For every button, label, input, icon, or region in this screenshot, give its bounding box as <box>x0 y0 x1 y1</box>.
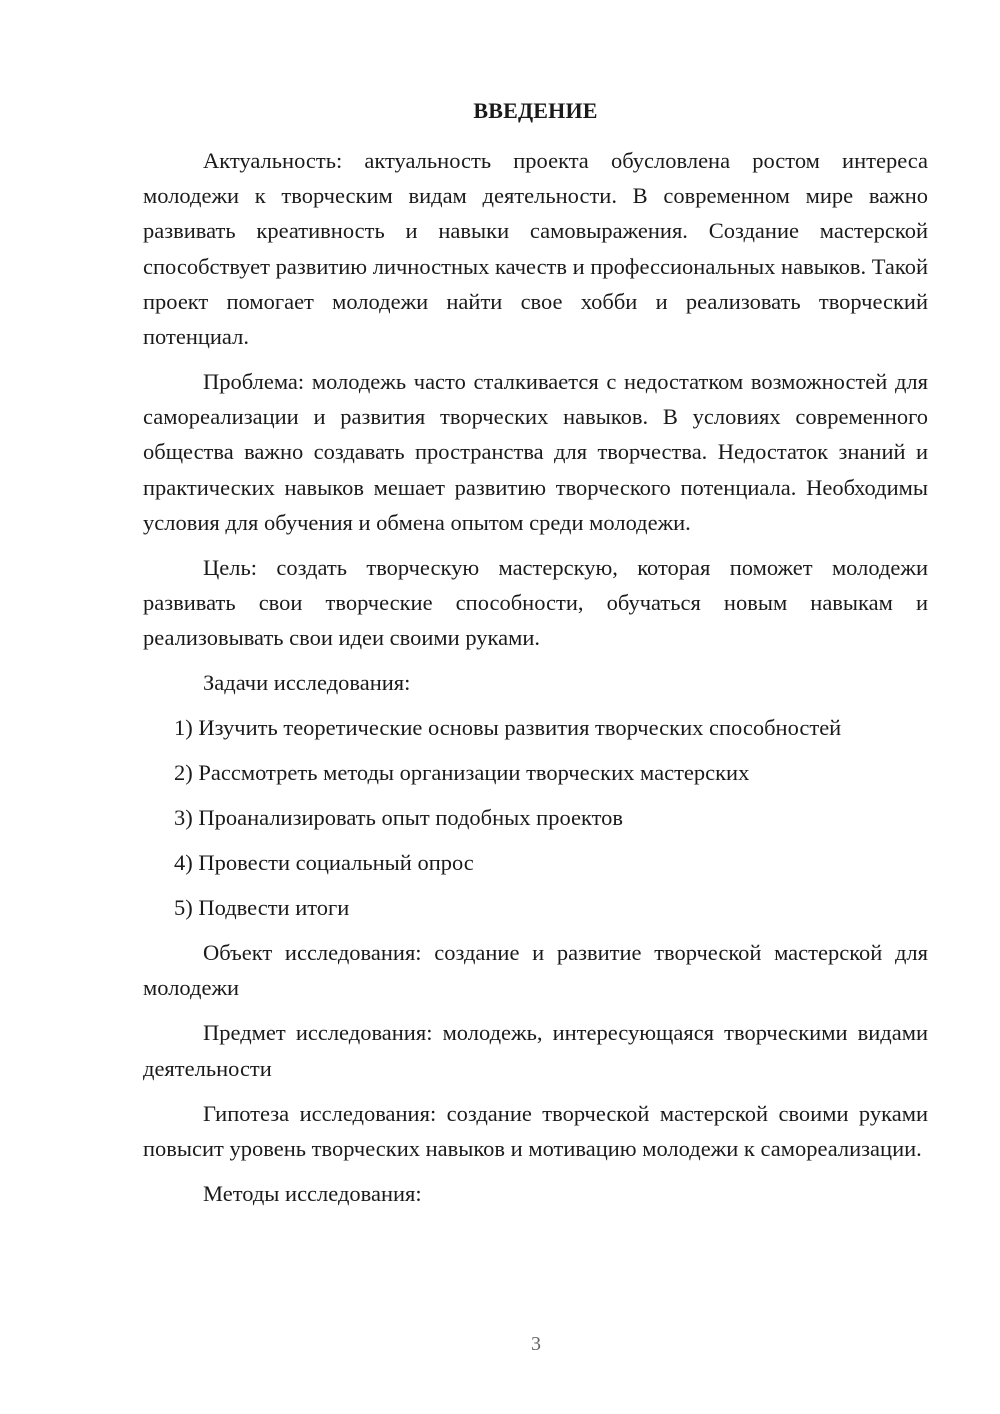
list-item: 5) Подвести итоги <box>174 895 350 921</box>
paragraph-goal: Цель: создать творческую мастерскую, которая поможет молодежи развивать свои творческие способности, обучаться новым навыкам и реализовывать свои идеи своими руками. <box>143 554 928 651</box>
page-number: 3 <box>531 1333 541 1355</box>
paragraph-hypothesis: Гипотеза исследования: создание творческой мастерской своими руками повысит уровень творческих навыков и мотивацию молодежи к самореализации. <box>143 1100 928 1161</box>
tasks-list <box>143 710 928 925</box>
list-item: 3) Проанализировать опыт подобных проектов <box>174 805 624 831</box>
list-item: 2) Рассмотреть методы организации творческих мастерских <box>174 760 750 786</box>
list-item: 4) Провести социальный опрос <box>174 850 474 876</box>
paragraph-relevance: Актуальность: актуальность проекта обусловлена ростом интереса молодежи к творческим видам деятельности. В современном мире важно развивать креативность и навыки самовыражения. Создание мастерской способствует развитию личностных качеств и профессиональных навыков. Такой проект помогает молодежи найти свое хобби и реализовать творческий потенциал. <box>143 148 928 350</box>
document-body <box>143 143 928 1221</box>
tasks-heading: Задачи исследования: <box>203 670 411 696</box>
list-item: 1) Изучить теоретические основы развития творческих способностей <box>174 715 842 741</box>
paragraph-object: Объект исследования: создание и развитие творческой мастерской для молодежи <box>143 940 928 1001</box>
paragraph-problem: Проблема: молодежь часто сталкивается с недостатком возможностей для самореализации и развития творческих навыков. В условиях современного общества важно создавать пространства для творчества. Недостаток знаний и практических навыков мешает развитию творческого потенциала. Необходимы условия для обучения и обмена опытом среди молодежи. <box>143 369 928 535</box>
paragraph-subject: Предмет исследования: молодежь, интересующаяся творческими видами деятельности <box>143 1020 928 1081</box>
section-title: ВВЕДЕНИЕ <box>473 98 598 123</box>
methods-heading: Методы исследования: <box>203 1180 422 1206</box>
